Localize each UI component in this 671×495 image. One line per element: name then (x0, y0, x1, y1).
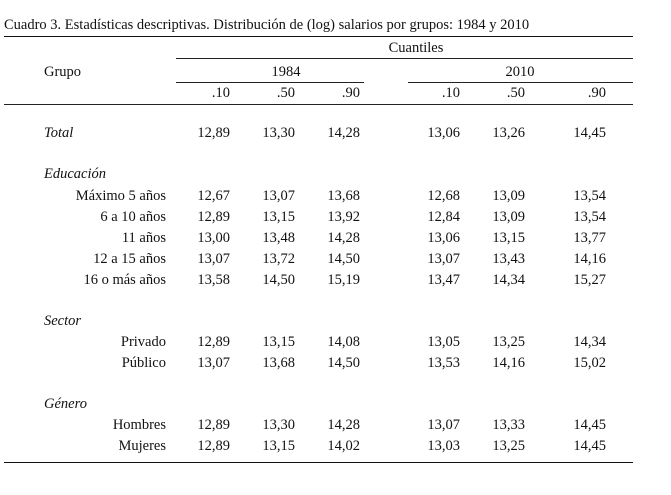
table-cell: 13,07 (262, 188, 295, 204)
table-cell: 13,00 (197, 230, 230, 246)
table-caption: Cuadro 3. Estadísticas descriptivas. Distribución de (log) salarios por grupos: 1984 y 2010 (4, 17, 530, 33)
quantile-header: .50 (506, 85, 525, 101)
table-cell: 13,25 (492, 334, 525, 350)
year-rule-1984 (176, 82, 364, 83)
table-cell: 14,28 (327, 417, 360, 433)
table-cell: 13,58 (197, 272, 230, 288)
quantile-header: .10 (211, 85, 230, 101)
bottom-rule (4, 462, 633, 463)
table-cell: 14,28 (327, 125, 360, 141)
year-rule-2010 (408, 82, 633, 83)
table-cell: 13,47 (427, 272, 460, 288)
table-cell: 14,16 (573, 251, 606, 267)
quantile-header: .50 (276, 85, 295, 101)
row-label: Mujeres (118, 438, 166, 454)
table-cell: 13,05 (427, 334, 460, 350)
table-cell: 13,15 (492, 230, 525, 246)
table-cell: 12,89 (197, 438, 230, 454)
table-cell: 13,07 (427, 251, 460, 267)
table-cell: 13,30 (262, 125, 295, 141)
quantile-header: .10 (441, 85, 460, 101)
table-cell: 13,33 (492, 417, 525, 433)
table-cell: 14,45 (573, 125, 606, 141)
table-cell: 13,15 (262, 438, 295, 454)
row-label: 12 a 15 años (93, 251, 166, 267)
table-cell: 13,07 (197, 251, 230, 267)
table-cell: 15,19 (327, 272, 360, 288)
table-cell: 12,67 (197, 188, 230, 204)
table-cell: 14,16 (492, 355, 525, 371)
table-cell: 13,68 (262, 355, 295, 371)
section-title-gender: Género (44, 396, 87, 412)
year-header-1984: 1984 (271, 64, 301, 80)
table-cell: 12,89 (197, 209, 230, 225)
table-cell: 13,54 (573, 209, 606, 225)
table-cell: 13,07 (197, 355, 230, 371)
row-label: Privado (120, 334, 166, 350)
row-label: Público (121, 355, 166, 371)
table-cell: 14,45 (573, 438, 606, 454)
table-cell: 15,27 (573, 272, 606, 288)
table-cell: 12,89 (197, 125, 230, 141)
table-cell: 14,08 (327, 334, 360, 350)
table-cell: 13,06 (427, 230, 460, 246)
table-cell: 14,50 (327, 355, 360, 371)
table-cell: 14,50 (262, 272, 295, 288)
table-cell: 12,68 (427, 188, 460, 204)
table-cell: 13,77 (573, 230, 606, 246)
table-cell: 12,84 (427, 209, 460, 225)
table-cell: 13,25 (492, 438, 525, 454)
table-cell: 14,02 (327, 438, 360, 454)
table-cell: 13,68 (327, 188, 360, 204)
row-label: 6 a 10 años (100, 209, 166, 225)
group-column-header: Grupo (44, 64, 82, 80)
header-bottom-rule (4, 104, 633, 105)
table-cell: 13,15 (262, 209, 295, 225)
table-cell: 13,53 (427, 355, 460, 371)
top-rule (4, 36, 633, 37)
table-cell: 13,07 (427, 417, 460, 433)
quantile-header: .90 (587, 85, 606, 101)
row-label: Máximo 5 años (75, 188, 166, 204)
table-cell: 13,30 (262, 417, 295, 433)
year-header-2010: 2010 (505, 64, 535, 80)
table-cell: 13,54 (573, 188, 606, 204)
table-cell: 14,28 (327, 230, 360, 246)
section-title-education: Educación (44, 166, 107, 182)
table-cell: 14,34 (492, 272, 525, 288)
table-cell: 15,02 (573, 355, 606, 371)
table-cell: 13,09 (492, 188, 525, 204)
row-label-total: Total (44, 125, 74, 141)
section-title-sector: Sector (44, 313, 82, 329)
quantile-header: .90 (341, 85, 360, 101)
table-cell: 13,92 (327, 209, 360, 225)
row-label: Hombres (112, 417, 166, 433)
table-cell: 14,34 (573, 334, 606, 350)
table-cell: 13,15 (262, 334, 295, 350)
row-label: 11 años (121, 230, 166, 246)
table-cell: 13,26 (492, 125, 525, 141)
table-cell: 13,06 (427, 125, 460, 141)
row-label: 16 o más años (83, 272, 166, 288)
table-cell: 14,50 (327, 251, 360, 267)
table-cell: 13,03 (427, 438, 460, 454)
table-cell: 13,48 (262, 230, 295, 246)
table-cell: 12,89 (197, 417, 230, 433)
table-cell: 13,09 (492, 209, 525, 225)
spanner-rule (176, 58, 633, 59)
table-cell: 14,45 (573, 417, 606, 433)
table-cell: 13,72 (262, 251, 295, 267)
table-cell: 13,43 (492, 251, 525, 267)
table-cell: 12,89 (197, 334, 230, 350)
quantiles-spanner: Cuantiles (388, 40, 444, 56)
